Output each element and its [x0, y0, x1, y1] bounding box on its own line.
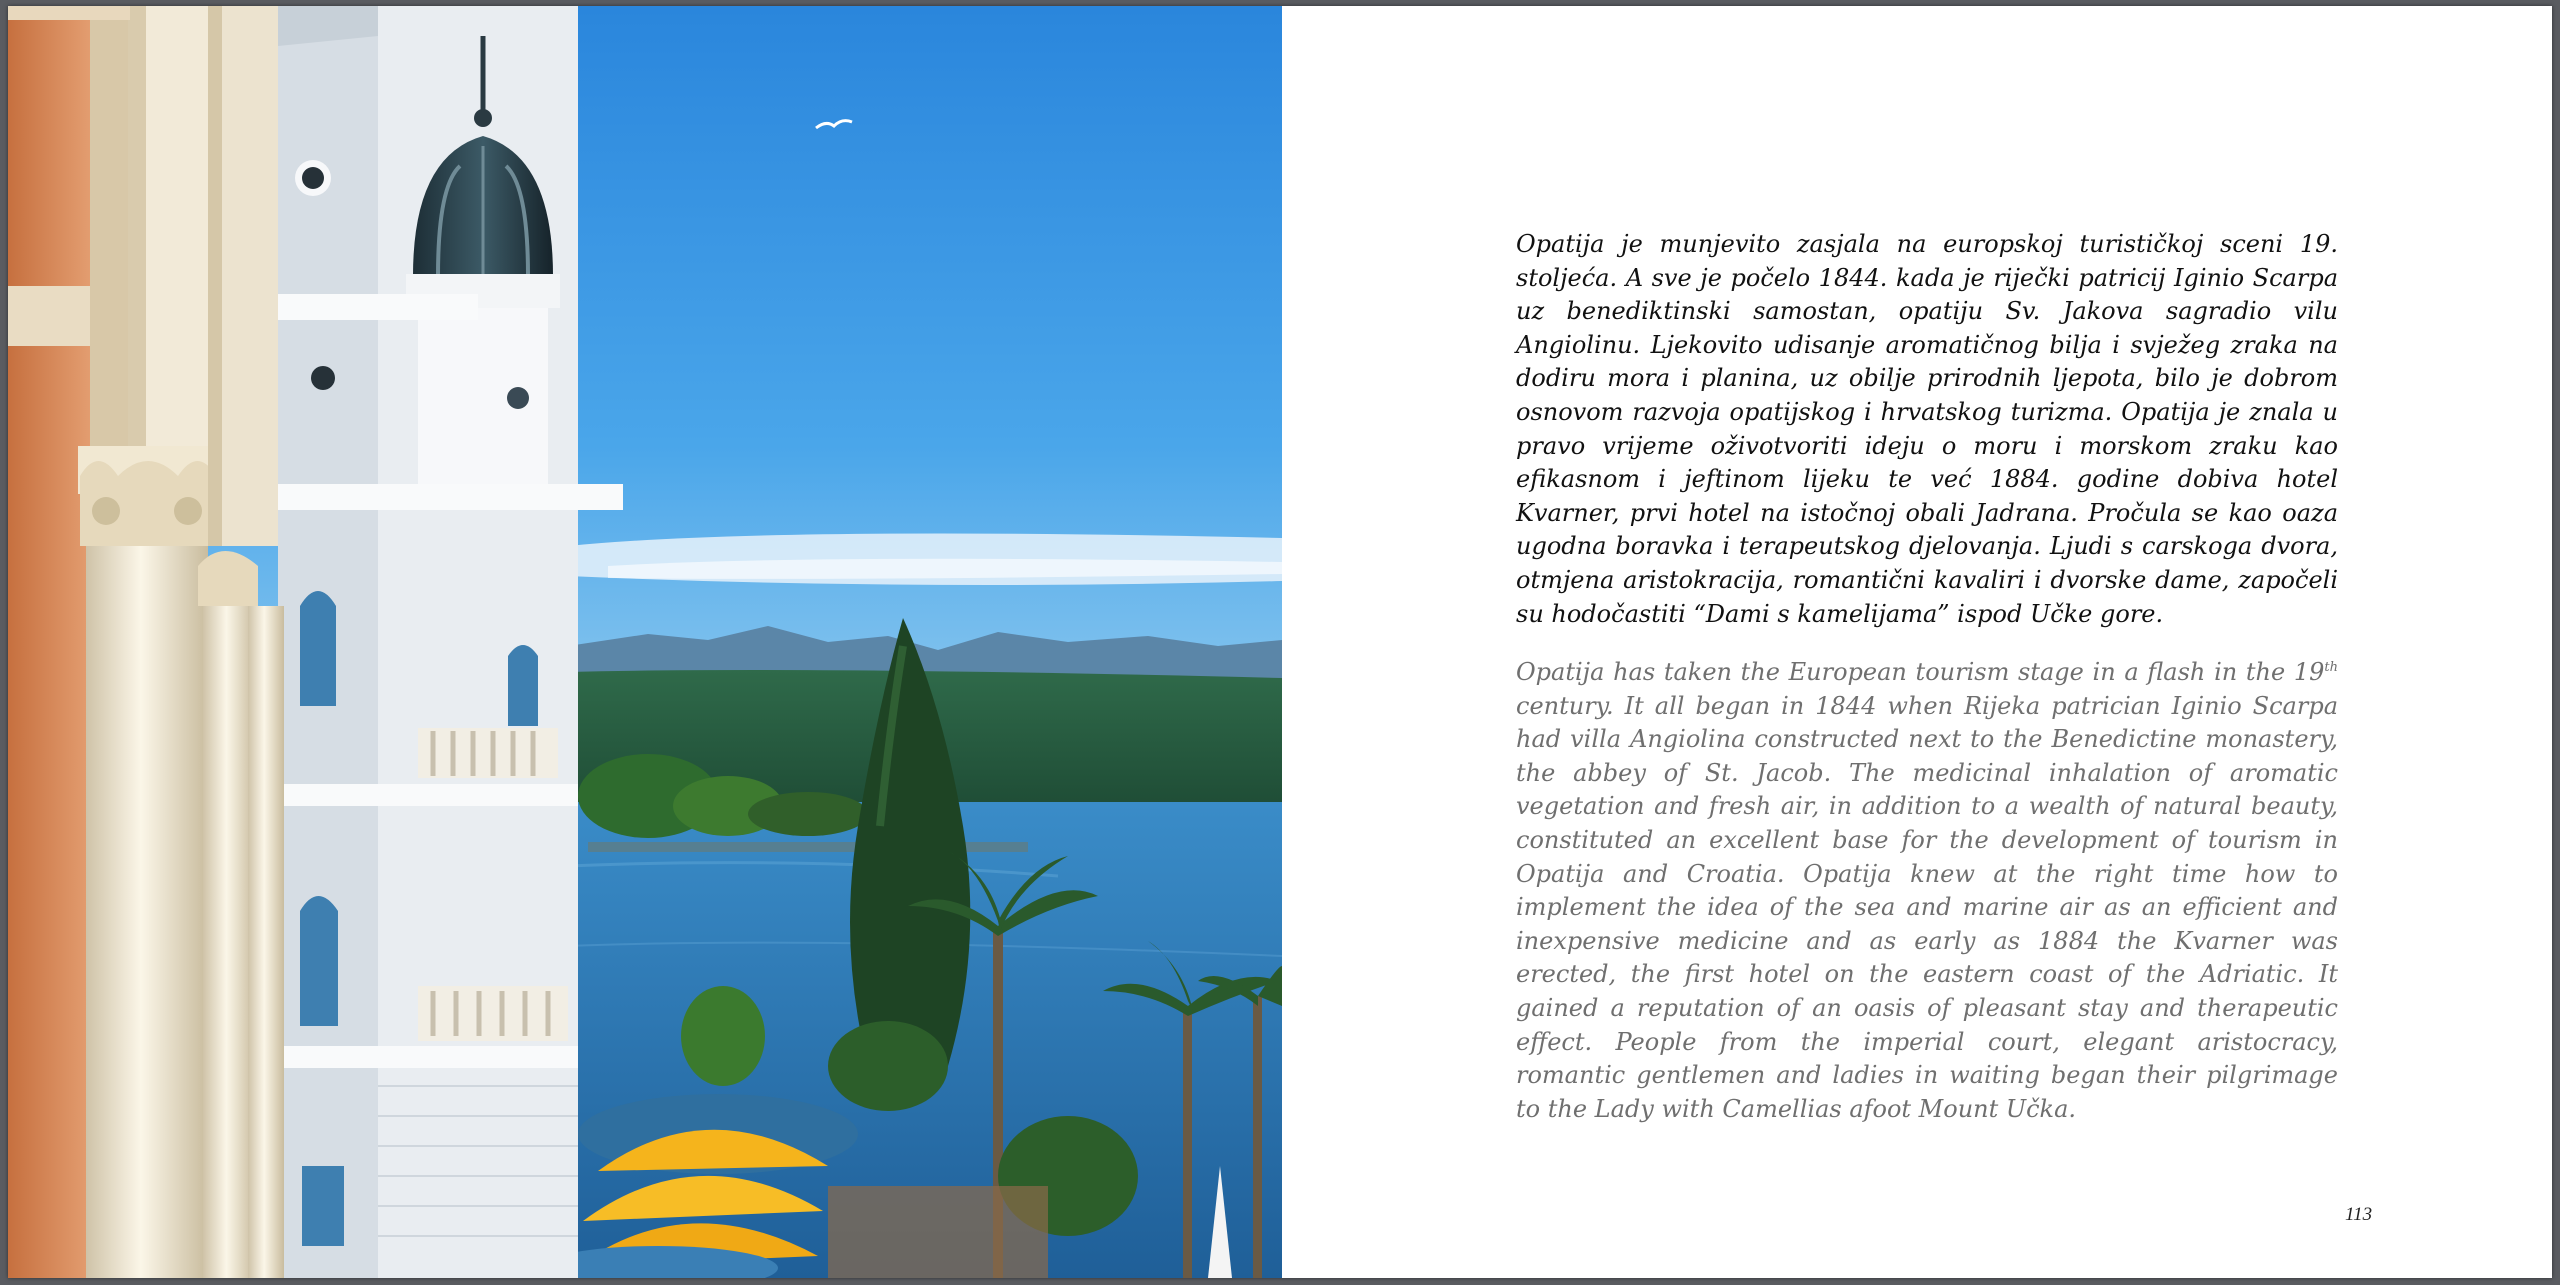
- english-paragraph: [1516, 656, 2338, 1126]
- ordinal-superscript: th: [2324, 660, 2338, 675]
- english-paragraph-end: century. It all began in 1844 when Rijeka patrician Iginio Scarpa had villa Angiolina constructed next to the Benedictine monastery, the abbey of St. Jacob. The medicinal inhalation of aromatic vegetation and fresh air, in addition to a wealth of natural beauty, constituted an excellent base for the development of tourism in Opatija and Croatia. Opatija knew at the right time how to implement the idea of the sea and marine air as an efficient and inexpensive medicine and as early as 1884 the Kvarner was erected, the first hotel on the eastern coast of the Adriatic. It gained a reputation of an oasis of pleasant stay and therapeutic effect. People from the imperial court, elegant aristocracy, romantic gentlemen and ladies in waiting began their pilgrimage to the Lady with Camellias afoot Mount Učka.: [1516, 691, 2338, 1123]
- text-page: [1282, 6, 2552, 1278]
- croatian-paragraph: Opatija je munjevito zasjala na europskoj turističkoj sceni 19. stoljeća. A sve je počelo 1844. kada je riječki patricij Iginio Scarpa uz benediktinski samostan, opatiju Sv. Jakova sagradio vilu Angiolinu. Ljekovito udisanje aromatičnog bilja i svježeg zraka na dodiru mora i planina, uz obilje prirodnih ljepota, bilo je dobrom osnovom razvoja opatijskog i hrvatskog turizma. Opatija je znala u pravo vrijeme oživotvoriti ideju o moru i morskom zraku kao efikasnom i jeftinom lijeku te već 1884. godine dobiva hotel Kvarner, prvi hotel na istočnoj obali Jadrana. Pročula se kao oaza ugodna boravka i terapeutskog djelovanja. Ljudi s carskoga dvora, otmjena aristokracija, romantični kavaliri i dvorske dame, započeli su hodočastiti “Dami s kamelijama” ispod Učke gore.: [1516, 230, 2338, 628]
- english-paragraph-start: Opatija has taken the European tourism stage in a flash in the 19: [1516, 658, 2325, 686]
- opatija-photo-page: [8, 6, 1282, 1278]
- book-spread: [8, 6, 2552, 1278]
- page-number: 113: [2345, 1204, 2373, 1225]
- opatija-seaside-photo: [8, 6, 1282, 1278]
